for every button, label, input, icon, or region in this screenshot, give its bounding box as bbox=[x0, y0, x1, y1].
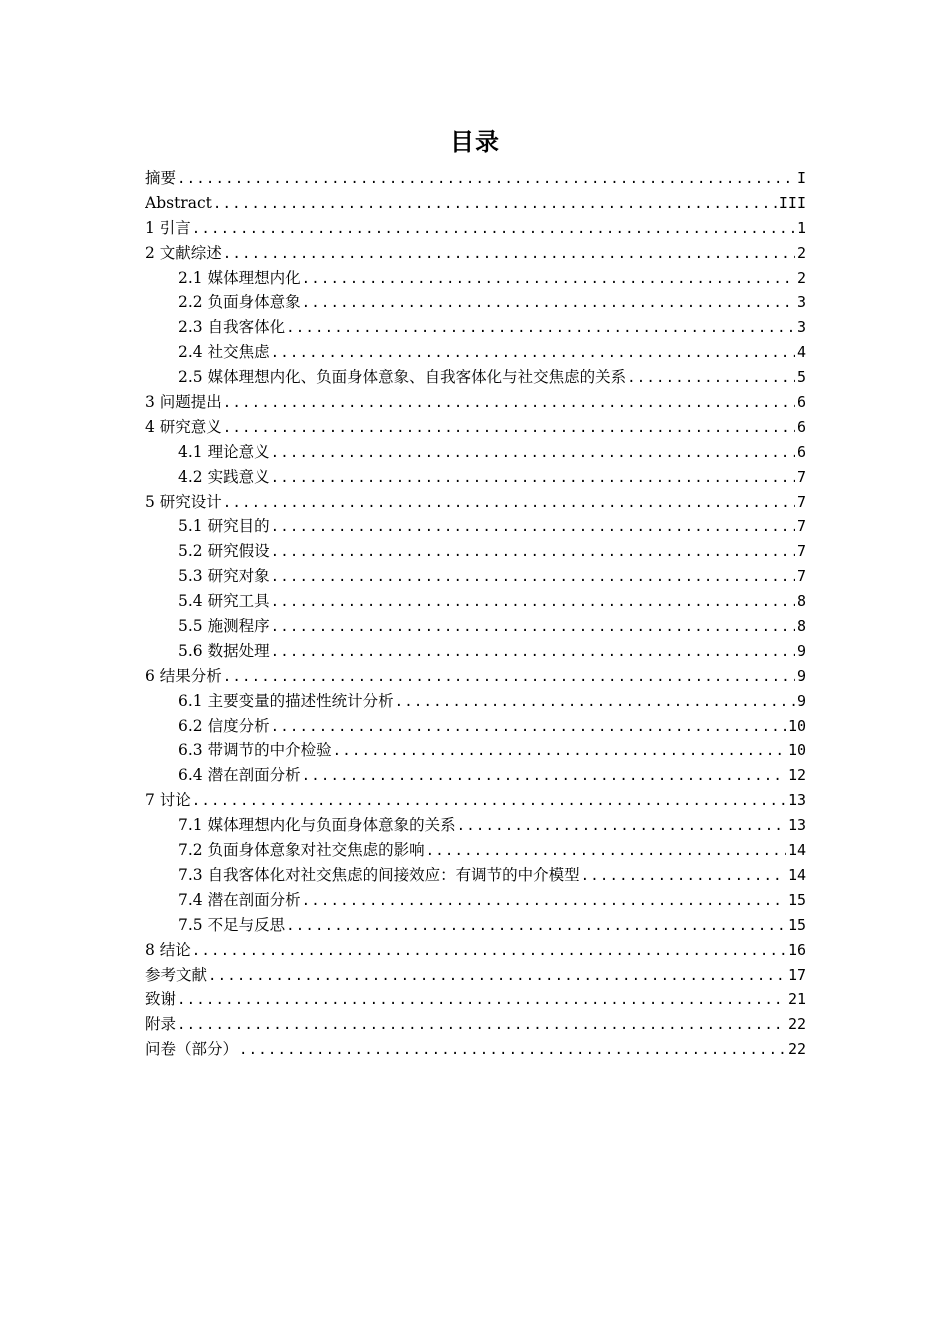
toc-entry-page: 22 bbox=[787, 1015, 806, 1034]
toc-dot-leader bbox=[395, 690, 795, 714]
toc-dot-leader bbox=[223, 491, 795, 515]
toc-entry-label: 2.1 媒体理想内化 bbox=[178, 268, 301, 287]
toc-entry-label: 6.4 潜在剖面分析 bbox=[178, 766, 301, 785]
toc-entry[interactable] bbox=[145, 514, 806, 539]
toc-entry-label: 1 引言 bbox=[145, 218, 191, 237]
toc-entry-label: 6.1 主要变量的描述性统计分析 bbox=[178, 691, 394, 710]
toc-entry-page: 21 bbox=[787, 990, 806, 1009]
toc-entry-label: 6 结果分析 bbox=[145, 666, 222, 685]
toc-entry[interactable] bbox=[145, 315, 806, 340]
toc-entry-label: 摘要 bbox=[145, 169, 177, 187]
toc-entry[interactable] bbox=[145, 365, 806, 390]
toc-entry[interactable] bbox=[145, 938, 806, 963]
toc-dot-leader bbox=[192, 217, 795, 241]
toc-entry-page: 5 bbox=[796, 368, 806, 387]
toc-entry-page: 4 bbox=[796, 343, 806, 362]
toc-dot-leader bbox=[627, 366, 795, 390]
toc-entry-page: 3 bbox=[796, 293, 806, 312]
toc-entry-label: 7 讨论 bbox=[145, 791, 191, 810]
toc-entry-label: 2 文献综述 bbox=[145, 243, 222, 262]
toc-dot-leader bbox=[271, 590, 795, 614]
toc-dot-leader bbox=[223, 416, 795, 440]
toc-entry-label: 4.1 理论意义 bbox=[178, 442, 270, 461]
toc-entry-label: 7.2 负面身体意象对社交焦虑的影响 bbox=[178, 841, 425, 860]
toc-entry[interactable] bbox=[145, 639, 806, 664]
toc-dot-leader bbox=[302, 267, 795, 291]
toc-entry[interactable] bbox=[145, 614, 806, 639]
toc-entry-label: 4 研究意义 bbox=[145, 417, 222, 436]
toc-entry-page: 10 bbox=[787, 716, 806, 735]
toc-entry[interactable] bbox=[145, 539, 806, 564]
toc-entry-page: 14 bbox=[787, 865, 806, 884]
toc-entry[interactable] bbox=[145, 763, 806, 788]
toc-entry-page: 7 bbox=[796, 542, 806, 561]
toc-entry-page: 12 bbox=[787, 766, 806, 785]
toc-dot-leader bbox=[271, 341, 795, 365]
toc-dot-leader bbox=[271, 715, 786, 739]
toc-entry-page: 6 bbox=[796, 393, 806, 412]
toc-entry-label: 5 研究设计 bbox=[145, 492, 222, 511]
toc-entry[interactable] bbox=[145, 166, 806, 191]
toc-entry[interactable] bbox=[145, 490, 806, 515]
toc-dot-leader bbox=[271, 540, 795, 564]
toc-entry-label: 5.6 数据处理 bbox=[178, 641, 270, 660]
toc-entry-page: 9 bbox=[796, 691, 806, 710]
toc-entry-page: 7 bbox=[796, 492, 806, 511]
toc-entry-label: 5.5 施测程序 bbox=[178, 617, 270, 636]
toc-entry-page: 7 bbox=[796, 567, 806, 586]
toc-entry[interactable] bbox=[145, 589, 806, 614]
toc-entry-label: 7.1 媒体理想内化与负面身体意象的关系 bbox=[178, 816, 456, 835]
toc-entry-label: 5.3 研究对象 bbox=[178, 567, 270, 586]
toc-entry-page: 15 bbox=[787, 915, 806, 934]
toc-entry[interactable] bbox=[145, 266, 806, 291]
toc-dot-leader bbox=[271, 515, 795, 539]
toc-entry[interactable] bbox=[145, 290, 806, 315]
toc-dot-leader bbox=[223, 665, 795, 689]
toc-dot-leader bbox=[286, 914, 786, 938]
toc-dot-leader bbox=[192, 939, 786, 963]
toc-dot-leader bbox=[177, 988, 786, 1012]
toc-dot-leader bbox=[333, 739, 786, 763]
toc-entry[interactable] bbox=[145, 1012, 806, 1037]
toc-entry[interactable] bbox=[145, 888, 806, 913]
toc-entry-page: I bbox=[796, 169, 806, 187]
toc-dot-leader bbox=[302, 889, 786, 913]
toc-entry-label: 7.4 潜在剖面分析 bbox=[178, 890, 301, 909]
toc-dot-leader bbox=[177, 167, 795, 191]
toc-entry[interactable] bbox=[145, 838, 806, 863]
toc-dot-leader bbox=[213, 192, 777, 216]
toc-entry-page: 13 bbox=[787, 791, 806, 810]
toc-entry[interactable] bbox=[145, 963, 806, 988]
toc-dot-leader bbox=[239, 1038, 786, 1062]
toc-dot-leader bbox=[271, 615, 795, 639]
toc-entry-page: 17 bbox=[787, 965, 806, 984]
toc-entry-label: 6.3 带调节的中介检验 bbox=[178, 741, 332, 760]
toc-entry-label: 5.2 研究假设 bbox=[178, 542, 270, 561]
toc-entry-page: 6 bbox=[796, 442, 806, 461]
toc-entry-label: 8 结论 bbox=[145, 940, 191, 959]
toc-entry-label: 问卷（部分） bbox=[145, 1040, 239, 1059]
toc-entry[interactable] bbox=[145, 564, 806, 589]
toc-entry-label: 2.4 社交焦虑 bbox=[178, 343, 270, 362]
toc-entry-page: 15 bbox=[787, 890, 806, 909]
toc-entry[interactable] bbox=[145, 340, 806, 365]
toc-entry-label: 6.2 信度分析 bbox=[178, 716, 270, 735]
toc-entry[interactable] bbox=[145, 788, 806, 813]
toc-dot-leader bbox=[286, 316, 795, 340]
toc-entry-page: 22 bbox=[787, 1040, 806, 1059]
toc-entry-page: 16 bbox=[787, 940, 806, 959]
toc-entry-label: Abstract bbox=[145, 193, 212, 212]
toc-dot-leader bbox=[426, 839, 786, 863]
toc-entry-label: 致谢 bbox=[145, 990, 177, 1009]
toc-entry-page: 14 bbox=[787, 841, 806, 860]
toc-entry-label: 7.3 自我客体化对社交焦虑的间接效应：有调节的中介模型 bbox=[178, 865, 580, 884]
toc-entry[interactable] bbox=[145, 738, 806, 763]
toc-dot-leader bbox=[271, 466, 795, 490]
toc-entry[interactable] bbox=[145, 689, 806, 714]
toc-entry-page: 9 bbox=[796, 641, 806, 660]
toc-entry-page: 9 bbox=[796, 666, 806, 685]
toc-dot-leader bbox=[457, 814, 786, 838]
toc-entry-page: 2 bbox=[796, 243, 806, 262]
toc-entry[interactable] bbox=[145, 813, 806, 838]
toc-list bbox=[145, 166, 806, 1062]
toc-dot-leader bbox=[302, 291, 795, 315]
toc-entry[interactable] bbox=[145, 465, 806, 490]
toc-dot-leader bbox=[271, 640, 795, 664]
toc-entry[interactable] bbox=[145, 1037, 806, 1062]
toc-dot-leader bbox=[223, 391, 795, 415]
toc-entry-label: 3 问题提出 bbox=[145, 393, 222, 412]
toc-dot-leader bbox=[271, 565, 795, 589]
toc-entry-label: 2.2 负面身体意象 bbox=[178, 293, 301, 312]
toc-entry[interactable] bbox=[145, 714, 806, 739]
toc-entry-label: 4.2 实践意义 bbox=[178, 467, 270, 486]
toc-entry-page: 8 bbox=[796, 617, 806, 636]
toc-entry[interactable] bbox=[145, 241, 806, 266]
toc-entry[interactable] bbox=[145, 415, 806, 440]
toc-entry[interactable] bbox=[145, 664, 806, 689]
toc-entry-page: 10 bbox=[787, 741, 806, 760]
toc-entry-label: 5.4 研究工具 bbox=[178, 592, 270, 611]
toc-entry-page: 7 bbox=[796, 467, 806, 486]
toc-dot-leader bbox=[302, 764, 786, 788]
toc-entry[interactable] bbox=[145, 913, 806, 938]
toc-entry-page: 8 bbox=[796, 592, 806, 611]
toc-entry-label: 2.3 自我客体化 bbox=[178, 318, 286, 337]
toc-entry-page: 13 bbox=[787, 816, 806, 835]
toc-dot-leader bbox=[177, 1013, 786, 1037]
toc-entry[interactable] bbox=[145, 440, 806, 465]
toc-dot-leader bbox=[271, 441, 795, 465]
toc-dot-leader bbox=[581, 864, 786, 888]
toc-entry[interactable] bbox=[145, 390, 806, 415]
toc-entry[interactable] bbox=[145, 863, 806, 888]
toc-entry-page: 6 bbox=[796, 417, 806, 436]
toc-entry-page: 1 bbox=[796, 218, 806, 237]
toc-title: 目录 bbox=[450, 128, 500, 156]
toc-dot-leader bbox=[208, 964, 786, 988]
toc-entry[interactable] bbox=[145, 216, 806, 241]
toc-entry-label: 附录 bbox=[145, 1015, 177, 1034]
toc-entry-label: 参考文献 bbox=[145, 965, 208, 984]
toc-entry-label: 5.1 研究目的 bbox=[178, 517, 270, 536]
toc-dot-leader bbox=[223, 242, 795, 266]
toc-entry-label: 2.5 媒体理想内化、负面身体意象、自我客体化与社交焦虑的关系 bbox=[178, 368, 627, 387]
toc-entry-page: 7 bbox=[796, 517, 806, 536]
toc-entry[interactable] bbox=[145, 191, 806, 216]
toc-entry-label: 7.5 不足与反思 bbox=[178, 915, 286, 934]
toc-dot-leader bbox=[192, 789, 786, 813]
toc-entry-page: 2 bbox=[796, 268, 806, 287]
toc-entry-page: III bbox=[778, 193, 806, 212]
toc-entry[interactable] bbox=[145, 987, 806, 1012]
toc-entry-page: 3 bbox=[796, 318, 806, 337]
